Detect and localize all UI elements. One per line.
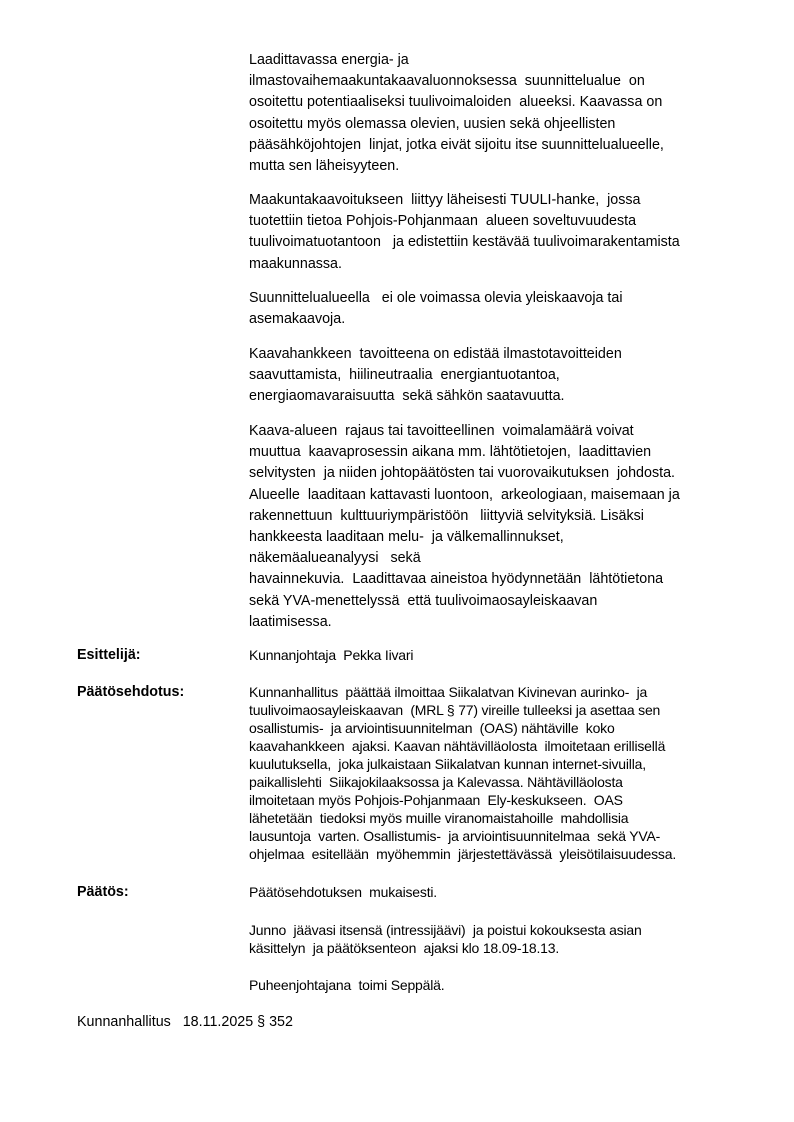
paragraph-line: Laadittavassa energia- ja bbox=[249, 52, 409, 68]
paragraph-line: Kaavahankkeen tavoitteena on edistää ilmastotavoitteiden bbox=[249, 346, 622, 362]
paragraph-line: saavuttamista, hiilineutraalia energiantuotantoa, bbox=[249, 367, 560, 384]
paragraph-line: näkemäalueanalyysi sekä bbox=[249, 550, 421, 567]
paragraph-line: energiaomavaraisuutta sekä sähkön saatavuutta. bbox=[249, 388, 565, 405]
paatosehdotus-line: kuulutuksella, joka julkaistaan Siikalatvan kunnan internet-sivuilla, bbox=[249, 756, 646, 772]
paragraph-line: asemakaavoja. bbox=[249, 311, 346, 328]
footer-reference: Kunnanhallitus 18.11.2025 § 352 bbox=[77, 1014, 293, 1030]
paragraph-line: hankkeesta laaditaan melu- ja välkemallinnukset, bbox=[249, 529, 564, 545]
paatosehdotus-line: Kunnanhallitus päättää ilmoittaa Siikalatvan Kivinevan aurinko- ja bbox=[249, 684, 648, 700]
paatos-label: Päätös: bbox=[77, 884, 129, 900]
paragraph-line: mutta sen läheisyyteen. bbox=[249, 158, 400, 174]
paatosehdotus-label: Päätösehdotus: bbox=[77, 684, 185, 700]
paragraph-line: laatimisessa. bbox=[249, 613, 332, 630]
paatosehdotus-line: kaavahankkeen ajaksi. Kaavan nähtävilläolosta ilmoitetaan erillisellä bbox=[249, 738, 666, 754]
paragraph-line: rakennettuun kulttuuriympäristöön liittyviä selvityksiä. Lisäksi bbox=[249, 507, 644, 524]
paragraph-line: maakunnassa. bbox=[249, 255, 342, 272]
paragraph-line: tuulivoimatuotantoon ja edistettiin kestävää tuulivoimarakentamista bbox=[249, 234, 680, 251]
paatos-line: Puheenjohtajana toimi Seppälä. bbox=[249, 977, 445, 993]
paragraph-line: osoitettu potentiaaliseksi tuulivoimaloiden alueeksi. Kaavassa on bbox=[249, 94, 663, 111]
paatosehdotus-line: ohjelmaa esitellään myöhemmin järjestettävässä yleisötilaisuudessa. bbox=[249, 846, 677, 862]
paragraph-line: tuotettiin tietoa Pohjois-Pohjanmaan alueen soveltuvuudesta bbox=[249, 213, 637, 230]
paragraph-line: pääsähköjohtojen linjat, jotka eivät sijoitu itse suunnittelualueelle, bbox=[249, 136, 664, 153]
paatos-line: Junno jäävasi itsensä (intressijäävi) ja poistui kokouksesta asian bbox=[249, 922, 642, 938]
esittelija-label: Esittelijä: bbox=[77, 647, 141, 663]
paragraph-line: Alueelle laaditaan kattavasti luontoon, arkeologiaan, maisemaan ja bbox=[249, 486, 680, 503]
paatosehdotus-line: paikallislehti Siikajokilaaksossa ja Kalevassa. Nähtävilläolosta bbox=[249, 774, 623, 790]
paatosehdotus-line: tuulivoimaosayleiskaavan (MRL § 77) vireille tulleeksi ja asettaa sen bbox=[249, 702, 661, 718]
paatosehdotus-line: osallistumis- ja arviointisuunnitelman (OAS) nähtäville koko bbox=[249, 720, 615, 736]
paatosehdotus-line: lähetetään tiedoksi myös muille viranomaistahoille mahdollisia bbox=[249, 810, 629, 826]
paragraph-line: Kaava-alueen rajaus tai tavoitteellinen voimalamäärä voivat bbox=[249, 423, 634, 439]
paragraph-line: ilmastovaihemaakuntakaavaluonnoksessa suunnittelualue on bbox=[249, 73, 645, 90]
paragraph-line: osoitettu myös olemassa olevien, uusien sekä ohjeellisten bbox=[249, 115, 616, 132]
paragraph-line: sekä YVA-menettelyssä että tuulivoimaosayleiskaavan bbox=[249, 592, 598, 609]
paatosehdotus-line: lausuntoja varten. Osallistumis- ja arviointisuunnitelmaa sekä YVA- bbox=[249, 828, 661, 844]
paragraph-line: Maakuntakaavoitukseen liittyy läheisesti TUULI-hanke, jossa bbox=[249, 192, 641, 208]
paatosehdotus-line: ilmoitetaan myös Pohjois-Pohjanmaan Ely-keskukseen. OAS bbox=[249, 792, 623, 808]
paragraph-line: selvitysten ja niiden johtopäätösten tai vuorovaikutuksen johdosta. bbox=[249, 465, 675, 482]
paragraph-line: muuttua kaavaprosessin aikana mm. lähtötietojen, laadittavien bbox=[249, 444, 652, 461]
paragraph-line: havainnekuvia. Laadittavaa aineistoa hyödynnetään lähtötietona bbox=[249, 571, 664, 588]
paatos-line: käsittelyn ja päätöksenteon ajaksi klo 18.09-18.13. bbox=[249, 940, 560, 956]
paragraph-line: Suunnittelualueella ei ole voimassa olevia yleiskaavoja tai bbox=[249, 290, 623, 306]
paatos-line: Päätösehdotuksen mukaisesti. bbox=[249, 884, 437, 900]
esittelija-value: Kunnanjohtaja Pekka Iivari bbox=[249, 647, 414, 663]
